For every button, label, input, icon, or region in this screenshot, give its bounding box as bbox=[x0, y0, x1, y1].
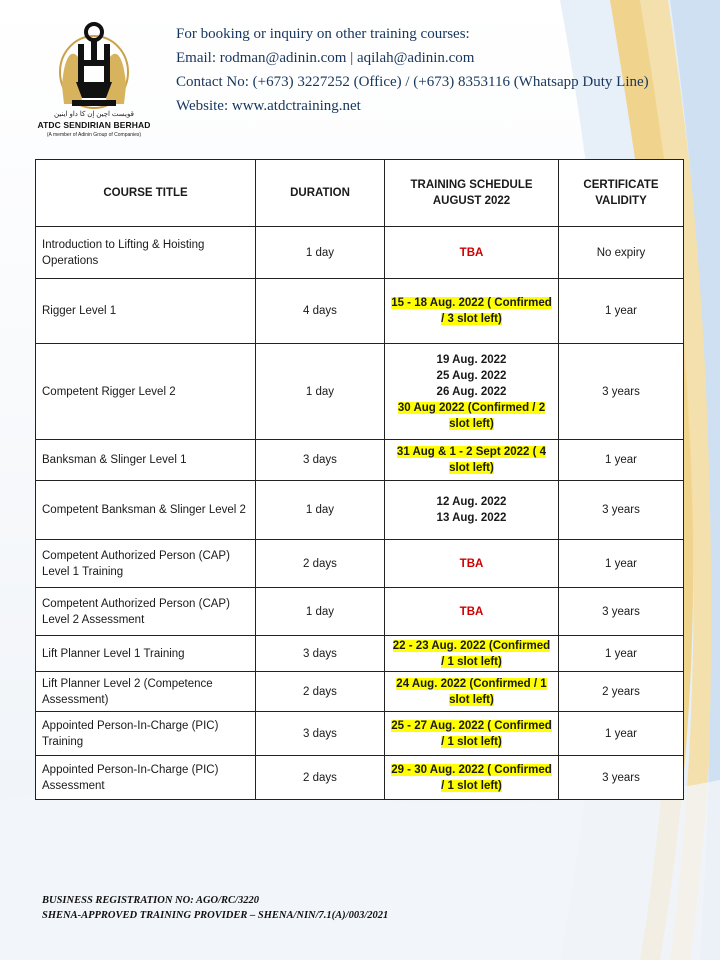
schedule-highlighted: 29 - 30 Aug. 2022 ( Confirmed / 1 slot left) bbox=[391, 763, 552, 792]
header-certificate-validity bbox=[559, 160, 684, 227]
certificate-validity: 3 years bbox=[559, 588, 684, 636]
course-duration: 3 days bbox=[256, 712, 385, 756]
course-duration: 1 day bbox=[256, 588, 385, 636]
course-title: Competent Rigger Level 2 bbox=[36, 344, 256, 440]
footer-registration bbox=[42, 893, 388, 923]
schedule-highlighted: 15 - 18 Aug. 2022 ( Confirmed / 3 slot left) bbox=[391, 297, 552, 325]
course-duration: 3 days bbox=[256, 440, 385, 481]
table-row bbox=[36, 672, 684, 712]
course-duration: 4 days bbox=[256, 279, 385, 344]
course-duration: 3 days bbox=[256, 636, 385, 672]
course-title: Appointed Person-In-Charge (PIC) Assessment bbox=[36, 756, 256, 800]
course-title: Lift Planner Level 1 Training bbox=[36, 636, 256, 672]
contact-phone[interactable]: Contact No: (+673) 3227252 (Office) / (+673) 8353116 (Whatsapp Duty Line) bbox=[176, 74, 649, 90]
course-duration: 1 day bbox=[256, 227, 385, 279]
contact-info bbox=[176, 22, 649, 118]
course-duration: 1 day bbox=[256, 481, 385, 540]
schedule-highlighted: 31 Aug & 1 - 2 Sept 2022 ( 4 slot left) bbox=[396, 446, 547, 474]
schedule-date: 12 Aug. 2022 bbox=[436, 496, 507, 508]
schedule-date: 26 Aug. 2022 bbox=[436, 385, 507, 398]
company-logo bbox=[32, 16, 156, 144]
table-row bbox=[36, 440, 684, 481]
atdc-emblem-icon bbox=[42, 16, 146, 116]
course-duration: 2 days bbox=[256, 672, 385, 712]
schedule-tba: TBA bbox=[459, 246, 484, 259]
course-title: Rigger Level 1 bbox=[36, 279, 256, 344]
table-row bbox=[36, 481, 684, 540]
certificate-validity: 3 years bbox=[559, 756, 684, 800]
header-duration: DURATION bbox=[256, 160, 385, 227]
schedule-tba: TBA bbox=[459, 605, 484, 618]
certificate-validity: 1 year bbox=[559, 712, 684, 756]
course-title: Appointed Person-In-Charge (PIC) Training bbox=[36, 712, 256, 756]
header-schedule-line1: TRAINING SCHEDULE bbox=[410, 179, 533, 191]
schedule-highlighted: 30 Aug 2022 (Confirmed / 2 slot left) bbox=[397, 401, 546, 430]
course-duration: 2 days bbox=[256, 756, 385, 800]
table-row bbox=[36, 756, 684, 800]
certificate-validity: 2 years bbox=[559, 672, 684, 712]
company-tagline: (A member of Adinin Group of Companies) bbox=[46, 132, 142, 138]
contact-intro: For booking or inquiry on other training courses: bbox=[176, 26, 470, 42]
business-registration-no: BUSINESS REGISTRATION NO: AGO/RC/3220 bbox=[42, 895, 259, 906]
schedule-highlighted: 24 Aug. 2022 (Confirmed / 1 slot left) bbox=[396, 677, 547, 706]
course-duration: 2 days bbox=[256, 540, 385, 588]
schedule-highlighted: 25 - 27 Aug. 2022 ( Confirmed / 1 slot left) bbox=[391, 719, 552, 748]
certificate-validity: 1 year bbox=[559, 636, 684, 672]
certificate-validity: 3 years bbox=[559, 481, 684, 540]
table-header-row bbox=[36, 160, 684, 227]
course-title: Competent Authorized Person (CAP) Level 2 Assessment bbox=[36, 588, 256, 636]
certificate-validity: 1 year bbox=[559, 440, 684, 481]
certificate-validity: 1 year bbox=[559, 540, 684, 588]
table-row bbox=[36, 227, 684, 279]
header-course-title: COURSE TITLE bbox=[36, 160, 256, 227]
course-duration: 1 day bbox=[256, 344, 385, 440]
table-row bbox=[36, 712, 684, 756]
shena-approval: SHENA-APPROVED TRAINING PROVIDER – SHENA/NIN/7.1(A)/003/2021 bbox=[42, 910, 389, 921]
header-schedule-line2: AUGUST 2022 bbox=[432, 195, 511, 207]
company-name: ATDC SENDIRIAN BERHAD bbox=[37, 120, 151, 130]
contact-website[interactable]: Website: www.atdctraining.net bbox=[176, 98, 361, 114]
course-title: Competent Banksman & Slinger Level 2 bbox=[36, 481, 256, 540]
schedule-date: 13 Aug. 2022 bbox=[436, 512, 507, 524]
schedule-highlighted: 22 - 23 Aug. 2022 (Confirmed / 1 slot left) bbox=[392, 639, 551, 668]
certificate-validity: 1 year bbox=[559, 279, 684, 344]
header-training-schedule bbox=[385, 160, 559, 227]
training-schedule-table bbox=[35, 159, 684, 800]
table-row bbox=[36, 540, 684, 588]
contact-email[interactable]: Email: rodman@adinin.com | aqilah@adinin.com bbox=[176, 50, 475, 66]
course-title: Introduction to Lifting & Hoisting Operations bbox=[36, 227, 256, 279]
header-validity-line1: CERTIFICATE bbox=[583, 179, 659, 191]
schedule-tba: TBA bbox=[459, 557, 484, 570]
schedule-date: 19 Aug. 2022 bbox=[436, 353, 507, 366]
table-row bbox=[36, 588, 684, 636]
course-title: Lift Planner Level 2 (Competence Assessment) bbox=[36, 672, 256, 712]
schedule-date: 25 Aug. 2022 bbox=[436, 369, 507, 382]
header-validity-line2: VALIDITY bbox=[595, 195, 647, 207]
certificate-validity: No expiry bbox=[559, 227, 684, 279]
course-title: Competent Authorized Person (CAP) Level 1 Training bbox=[36, 540, 256, 588]
table-row bbox=[36, 636, 684, 672]
table-row bbox=[36, 344, 684, 440]
course-title: Banksman & Slinger Level 1 bbox=[36, 440, 256, 481]
certificate-validity: 3 years bbox=[559, 344, 684, 440]
company-script-name: قويست اچين إن كا داو اينين bbox=[54, 111, 134, 118]
table-row bbox=[36, 279, 684, 344]
